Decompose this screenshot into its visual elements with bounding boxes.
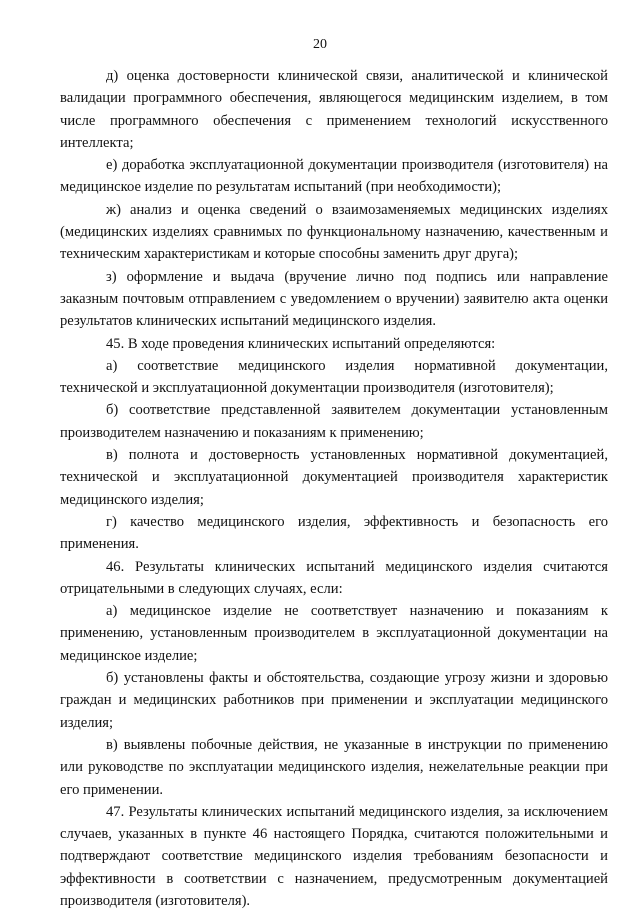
section-46-heading: 46. Результаты клинических испытаний медицинского изделия считаются отрицательными в следующих случаях, если: [60,558,608,597]
paragraph-item-z: з) оформление и выдача (вручение лично под подпись или направление заказным почтовым отправлением с уведомлением о вручении) заявителю акта оценки результатов клинических испытаний медицинского изделия. [60,268,608,330]
paragraph-item-e: е) доработка эксплуатационной документации производителя (изготовителя) на медицинское изделие по результатам испытаний (при необходимости); [60,157,608,196]
section-46-item-a: а) медицинское изделие не соответствует назначению и показаниям к применению, установленным производителем в эксплуатационной документации на медицинское изделие; [60,603,608,664]
paragraph-item-d: д) оценка достоверности клинической связи, аналитической и клинической валидации программного обеспечения, являющегося медицинским изделием, в том числе программного обеспечения с применением технологий искусственного интеллекта; [60,68,608,151]
document-body [60,65,608,912]
page-number: 20 [313,37,327,52]
section-47-paragraph: 47. Результаты клинических испытаний медицинского изделия, за исключением случаев, указанных в пункте 46 настоящего Порядка, считаются положительными и подтверждают соответствие медицинского изделия требованиям безопасности и эффективности в соответствии с назначением, предусмотренным документацией производителя (изготовителя). [60,803,608,909]
section-46-item-v: в) выявлены побочные действия, не указанные в инструкции по применению или руководстве по эксплуатации медицинского изделия, нежелательные реакции при его применении. [60,736,608,798]
section-45-item-v: в) полнота и достоверность установленных нормативной документацией, технической и эксплуатационной документацией производителя характеристик медицинского изделия; [60,447,608,508]
section-46-item-b: б) установлены факты и обстоятельства, создающие угрозу жизни и здоровью граждан и медицинских работников при применении и эксплуатации медицинского изделия; [60,670,608,731]
paragraph-item-zh: ж) анализ и оценка сведений о взаимозаменяемых медицинских изделиях (медицинских изделиях сравнимых по функциональному назначению, качественным и техническим характеристикам и которые способны заменить друг друга); [60,201,608,263]
section-45-item-a: а) соответствие медицинского изделия нормативной документации, технической и эксплуатационной документации производителя (изготовителя); [60,357,608,397]
section-45-item-b: б) соответствие представленной заявителем документации установленным производителем назначению и показаниям к применению; [60,402,608,441]
section-45-item-g: г) качество медицинского изделия, эффективность и безопасность его применения. [60,513,608,553]
section-45-heading: 45. В ходе проведения клинических испытаний определяются: [106,335,496,352]
